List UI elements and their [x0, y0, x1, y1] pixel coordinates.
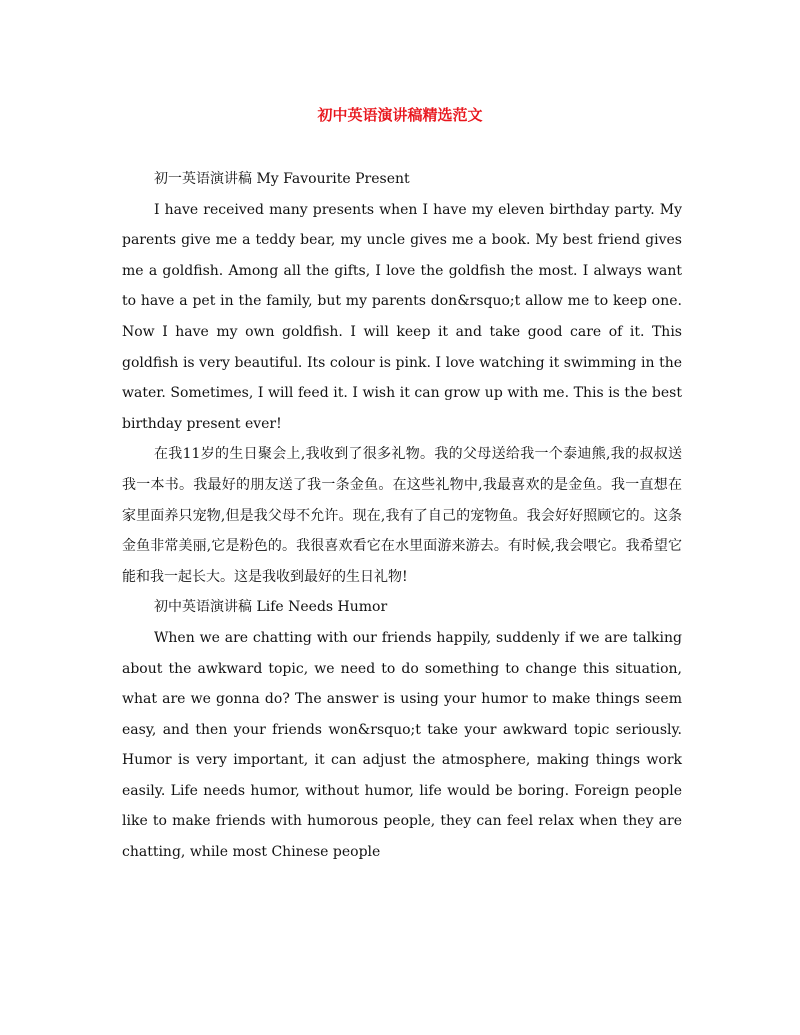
- section-heading-favourite-present: 初一英语演讲稿 My Favourite Present: [154, 171, 410, 187]
- paragraph-english-humor: When we are chatting with our friends happily, suddenly if we are talking about the awkward topic, we need to do something to change this situation, what are we gonna do? The answer is using your humor to make things seem easy, and then your friends won&rsquo;t take your awkward topic seriously. Humor is very important, it can adjust the atmosphere, making things work easily. Life needs humor, without humor, life would be boring. Foreign people like to make friends with humorous people, they can feel relax when they are chatting, while most Chinese people: [122, 629, 682, 861]
- section-heading-life-needs-humor: 初中英语演讲稿 Life Needs Humor: [154, 599, 388, 616]
- document-body: [122, 164, 682, 868]
- paragraph-chinese-present: 在我11岁的生日聚会上,我收到了很多礼物。我的父母送给我一个泰迪熊,我的叔叔送我一本书。我最好的朋友送了我一条金鱼。在这些礼物中,我最喜欢的是金鱼。我一直想在家里面养只宠物,但是我父母不允许。现在,我有了自己的宠物鱼。我会好好照顾它的。这条金鱼非常美丽,它是粉色的。我很喜欢看它在水里面游来游去。有时候,我会喂它。我希望它能和我一起长大。这是我收到最好的生日礼物!: [122, 446, 682, 585]
- paragraph-english-present: I have received many presents when I have my eleven birthday party. My parents give me a teddy bear, my uncle gives me a book. My best friend gives me a goldfish. Among all the gifts, I love the goldfish the most. I always want to have a pet in the family, but my parents don&rsquo;t allow me to keep one. Now I have my own goldfish. I will keep it and take good care of it. This goldfish is very beautiful. Its colour is pink. I love watching it swimming in the water. Sometimes, I will feed it. I wish it can grow up with me. This is the best birthday present ever!: [122, 201, 682, 432]
- document-title: 初中英语演讲稿精选范文: [317, 106, 483, 124]
